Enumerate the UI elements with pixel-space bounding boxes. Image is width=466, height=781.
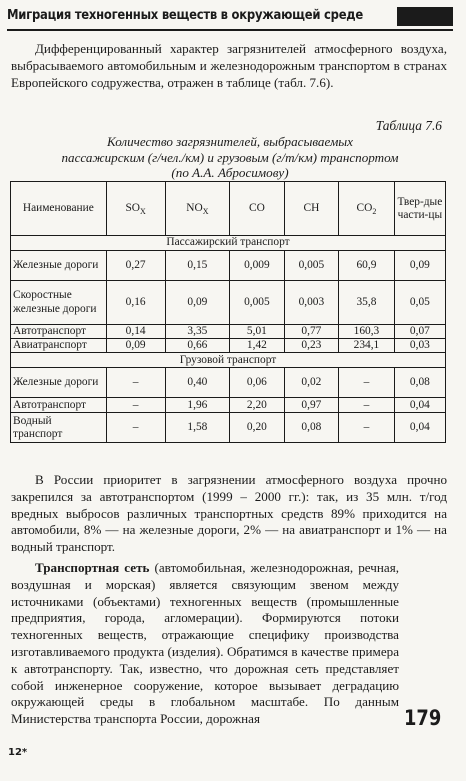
cell-nox: 0,15 — [165, 251, 230, 281]
cell-solid: 0,09 — [394, 251, 445, 281]
cell-solid: 0,05 — [394, 281, 445, 325]
cell-co2: 60,9 — [339, 251, 395, 281]
cell-ch: 0,23 — [284, 339, 339, 353]
cell-solid: 0,04 — [394, 398, 445, 413]
col-header-solid: Твер-дые части-цы — [394, 182, 445, 236]
row-name: Водный транспорт — [11, 413, 107, 443]
cell-ch: 0,97 — [284, 398, 339, 413]
cell-co2: 35,8 — [339, 281, 395, 325]
term-transport-network: Транспортная сеть — [35, 560, 150, 575]
cell-ch: 0,02 — [284, 368, 339, 398]
row-name: Авиатранспорт — [11, 339, 107, 353]
col-header-nox-main: NO — [186, 201, 203, 214]
table-caption — [10, 134, 450, 181]
col-header-name: Наименование — [11, 182, 107, 236]
cell-nox: 1,58 — [165, 413, 230, 443]
cell-sox: 0,09 — [106, 339, 165, 353]
cell-ch: 0,003 — [284, 281, 339, 325]
section-passenger-label: Пассажирский транспорт — [11, 236, 446, 251]
cell-ch: 0,08 — [284, 413, 339, 443]
cell-sox: 0,16 — [106, 281, 165, 325]
cell-co2: – — [339, 398, 395, 413]
cell-co: 2,20 — [230, 398, 285, 413]
cell-co: 1,42 — [230, 339, 285, 353]
cell-ch: 0,77 — [284, 325, 339, 339]
row-name: Железные дороги — [11, 368, 107, 398]
emissions-table — [10, 181, 446, 443]
col-header-ch: CH — [284, 182, 339, 236]
table-row — [11, 281, 446, 325]
cell-co: 5,01 — [230, 325, 285, 339]
row-name: Автотранспорт — [11, 398, 107, 413]
col-header-nox — [165, 182, 230, 236]
running-header — [7, 7, 453, 31]
col-header-co2 — [339, 182, 395, 236]
intro-paragraph: Дифференцированный характер загрязнителей атмосферного воздуха, выбрасываемого автомобильным и железнодорожным транспортом в странах Европейского содружества, отражен в таблице (табл. 7.6). — [11, 41, 447, 90]
transport-network-paragraph — [11, 560, 399, 728]
transport-network-text: (автомобильная, железнодорожная, речная, воздушная и морская) является связующим звеном между источниками (объектами) техногенных веществ (промышленные предприятия, города, агломерации). Формируются потоки техногенных веществ, отражающие специфику производства изготавливаемого продукта (изделия). Обратимся в качестве примера к автотранспорту. Так, известно, что дорожная сеть представляет собой инженерное сооружение, которое вызывает деградацию окружающей среды в глобальном масштабе. По данным Министерства транспорта России, дорожная — [11, 560, 399, 727]
col-header-nox-sub: X — [202, 206, 209, 216]
cell-nox: 1,96 — [165, 398, 230, 413]
col-header-co2-sub: 2 — [372, 206, 377, 216]
col-header-sox-sub: X — [140, 206, 146, 216]
cell-co2: – — [339, 413, 395, 443]
running-header-title: Миграция техногенных веществ в окружающей среде — [7, 7, 364, 23]
cell-co: 0,009 — [230, 251, 285, 281]
row-name: Железные дороги — [11, 251, 107, 281]
cell-nox: 3,35 — [165, 325, 230, 339]
cell-sox: 0,14 — [106, 325, 165, 339]
table-header-row — [11, 182, 446, 236]
table-row — [11, 251, 446, 281]
cell-co: 0,06 — [230, 368, 285, 398]
page-number: 179 — [404, 706, 442, 730]
cell-nox: 0,09 — [165, 281, 230, 325]
russia-priority-paragraph: В России приоритет в загрязнении атмосферного воздуха прочно закрепился за автотранспортом (1999 – 2000 гг.): так, из 35 млн. т/год вредных выбросов различных транспортных средств 89% приходится на автомобили, 8% — на железные дороги, 2% — на авиатранспорт и 1% — на водный транспорт. — [11, 472, 447, 555]
row-name: Автотранспорт — [11, 325, 107, 339]
section-row-cargo — [11, 353, 446, 368]
cell-solid: 0,04 — [394, 413, 445, 443]
cell-co2: 234,1 — [339, 339, 395, 353]
cell-co: 0,005 — [230, 281, 285, 325]
header-black-block — [397, 7, 453, 26]
cell-sox: 0,27 — [106, 251, 165, 281]
cell-solid: 0,07 — [394, 325, 445, 339]
cell-solid: 0,03 — [394, 339, 445, 353]
table-caption-line-3: (по А.А. Абросимову) — [171, 165, 289, 180]
cell-ch: 0,005 — [284, 251, 339, 281]
table-caption-line-1: Количество загрязнителей, выбрасываемых — [107, 134, 353, 149]
signature-mark: 12* — [8, 747, 28, 758]
row-name: Скоростные железные дороги — [11, 281, 107, 325]
table-row — [11, 339, 446, 353]
cell-co: 0,20 — [230, 413, 285, 443]
table-number: Таблица 7.6 — [375, 118, 442, 133]
table-row — [11, 368, 446, 398]
cell-co2: – — [339, 368, 395, 398]
table-caption-line-2: пассажирским (г/чел./км) и грузовым (г/т/км) транспортом — [61, 149, 399, 165]
col-header-sox — [106, 182, 165, 236]
cell-nox: 0,40 — [165, 368, 230, 398]
col-header-co2-main: CO — [356, 201, 373, 214]
table-row — [11, 325, 446, 339]
table-row — [11, 398, 446, 413]
col-header-sox-main: SO — [125, 201, 141, 214]
cell-sox: – — [106, 398, 165, 413]
section-row-passenger — [11, 236, 446, 251]
section-cargo-label: Грузовой транспорт — [11, 353, 446, 368]
cell-co2: 160,3 — [339, 325, 395, 339]
cell-nox: 0,66 — [165, 339, 230, 353]
cell-sox: – — [106, 368, 165, 398]
cell-solid: 0,08 — [394, 368, 445, 398]
col-header-co: CO — [230, 182, 285, 236]
cell-sox: – — [106, 413, 165, 443]
table-row — [11, 413, 446, 443]
